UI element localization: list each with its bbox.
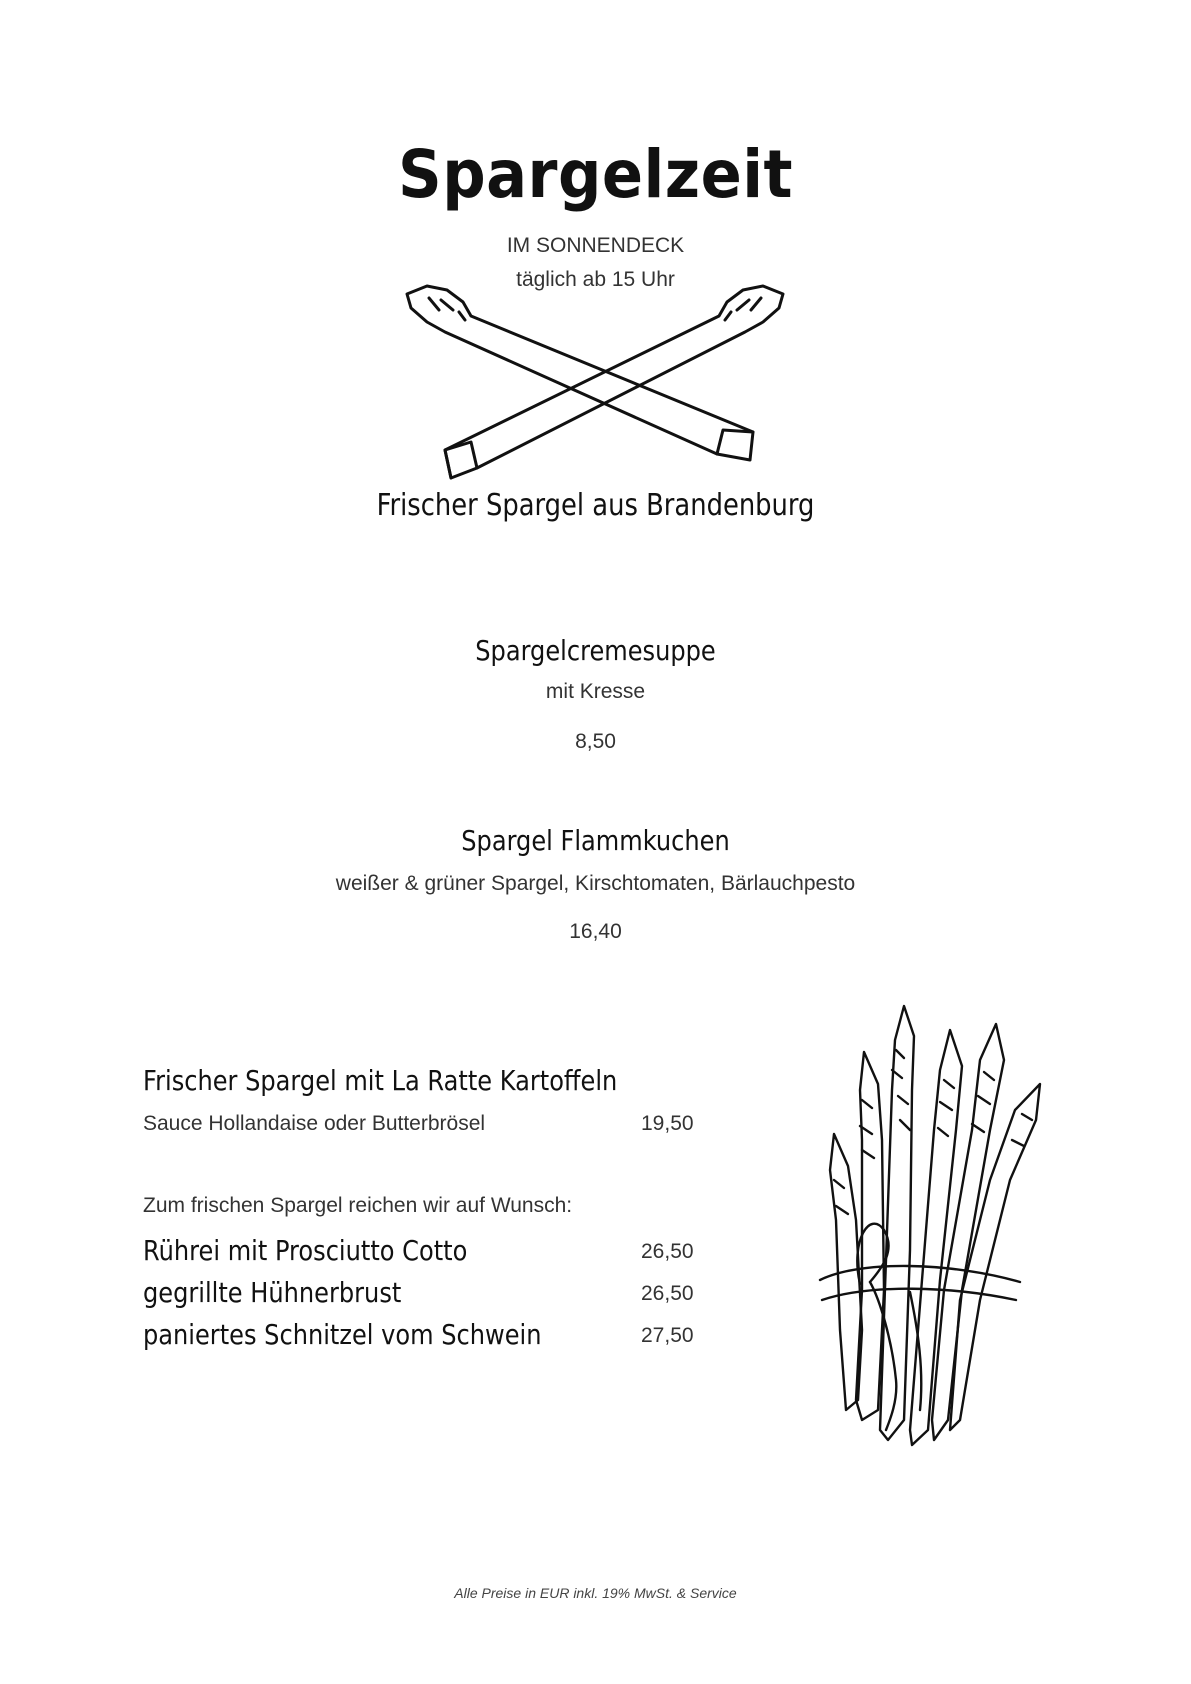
asparagus-bundle-icon	[800, 1000, 1060, 1470]
dish-name: Spargel Flammkuchen	[461, 824, 730, 857]
extras-list	[143, 1234, 703, 1360]
dish-price: 19,50	[641, 1112, 694, 1135]
extra-name: Rührei mit Prosciutto Cotto	[143, 1234, 468, 1267]
dish-name: Spargelcremesuppe	[475, 634, 716, 667]
dish-price: 8,50	[575, 730, 616, 753]
tagline: Frischer Spargel aus Brandenburg	[376, 488, 815, 523]
extra-price: 26,50	[641, 1282, 694, 1305]
page-title: Spargelzeit	[398, 136, 793, 213]
dish-description: Sauce Hollandaise oder Butterbrösel	[143, 1112, 486, 1135]
extra-item	[143, 1234, 703, 1276]
extra-item	[143, 1276, 703, 1318]
venue-name: IM SONNENDECK	[506, 234, 685, 257]
dish-name: Frischer Spargel mit La Ratte Kartoffeln	[143, 1064, 618, 1097]
extras-intro: Zum frischen Spargel reichen wir auf Wunsch:	[143, 1194, 573, 1217]
crossed-asparagus-icon	[405, 282, 785, 482]
extra-name: gegrillte Hühnerbrust	[143, 1276, 402, 1309]
extra-price: 27,50	[641, 1324, 694, 1347]
extra-price: 26,50	[641, 1240, 694, 1263]
extra-name: paniertes Schnitzel vom Schwein	[143, 1318, 542, 1351]
price-note: Alle Preise in EUR inkl. 19% MwSt. & Service	[454, 1585, 737, 1601]
opening-hours: täglich ab 15 Uhr	[516, 268, 675, 291]
extra-item	[143, 1318, 703, 1360]
dish-description: mit Kresse	[545, 680, 646, 703]
dish-price: 16,40	[569, 920, 622, 943]
dish-description: weißer & grüner Spargel, Kirschtomaten, Bärlauchpesto	[335, 872, 856, 895]
